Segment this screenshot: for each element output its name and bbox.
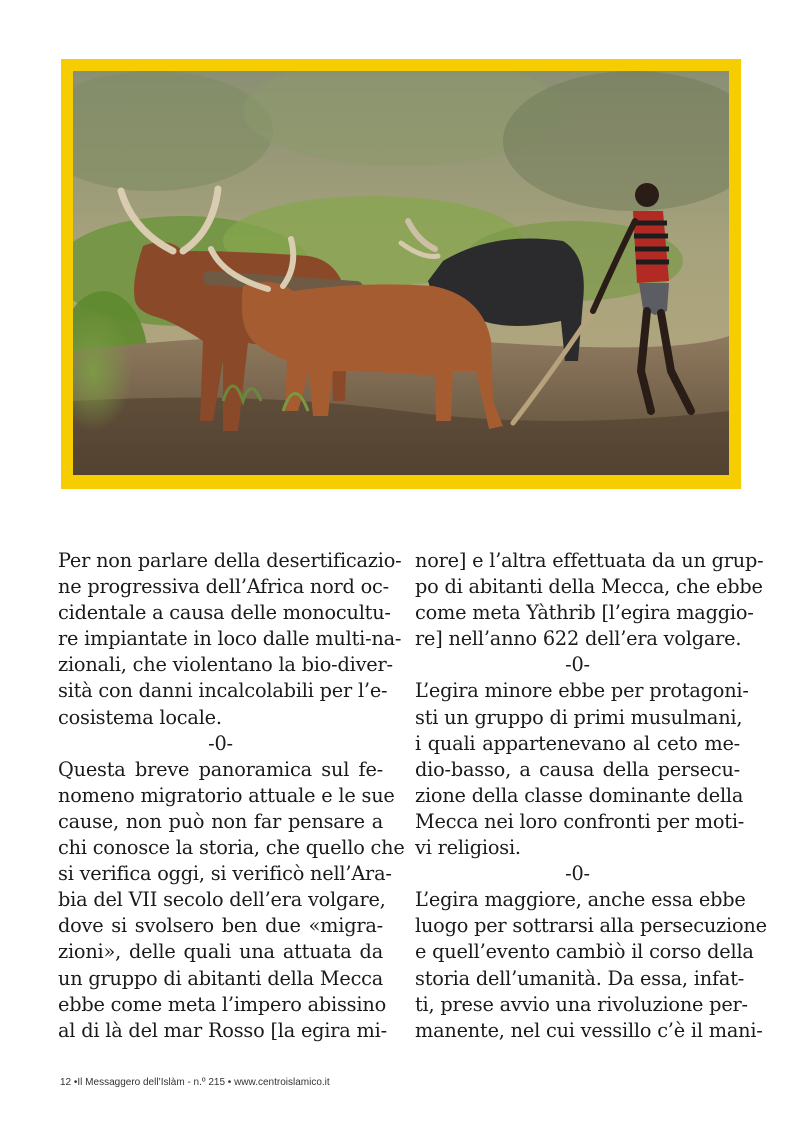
right-column (415, 548, 767, 1044)
text-line: re impiantate in loco dalle multi-na- (58, 627, 402, 651)
text-line: ti, prese avvio una rivoluzione per- (415, 992, 748, 1016)
text-line: luogo per sottrarsi alla persecuzione (415, 914, 767, 938)
text-line: dove si svolsero ben due «migra- (58, 914, 383, 938)
text-line: cause, non può non far pensare a (58, 809, 383, 833)
text-line: chi conosce la storia, che quello che (58, 836, 405, 860)
photo-frame (61, 59, 741, 489)
page-number: 12 (60, 1077, 72, 1088)
text-line: un gruppo di abitanti della Mecca (58, 966, 384, 990)
section-separator: -0- (565, 862, 590, 886)
text-line: come meta Yàthrib [l’egira maggio- (415, 601, 754, 625)
text-line: zionali, che violentano la bio-diver- (58, 653, 393, 677)
text-line: vi religiosi. (415, 836, 521, 860)
text-line: Per non parlare della desertificazio- (58, 549, 402, 572)
text-line: i quali appartenevano al ceto me- (415, 731, 740, 755)
text-line: Questa breve panoramica sul fe- (58, 757, 383, 781)
text-line: dio-basso, a causa della persecu- (415, 757, 740, 781)
text-line: e quell’evento cambiò il corso della (415, 940, 754, 964)
text-line: L’egira maggiore, anche essa ebbe (415, 888, 746, 912)
text-line: ne progressiva dell’Africa nord oc- (58, 575, 389, 599)
text-line: manente, nel cui vessillo c’è il mani- (415, 1018, 763, 1042)
text-line: storia dell’umanità. Da essa, infat- (415, 966, 745, 990)
text-line: sti un gruppo di primi musulmani, (415, 705, 743, 729)
text-line: al di là del mar Rosso [la egira mi- (58, 1018, 387, 1042)
left-column (58, 548, 405, 1044)
text-line: zioni», delle quali una attuata da (58, 940, 383, 964)
text-line: cidentale a causa delle monocultu- (58, 601, 391, 625)
publication-name: •Il Messaggero dell’Islàm - n.º 215 • (73, 1077, 232, 1088)
article-body (58, 548, 767, 1048)
page-footer (60, 1077, 330, 1088)
text-line: sità con danni incalcolabili per l’e- (58, 679, 388, 703)
text-line: po di abitanti della Mecca, che ebbe (415, 575, 763, 599)
oxen-plowing-photo (73, 71, 729, 475)
text-line: re] nell’anno 622 dell’era volgare. (415, 627, 742, 651)
text-line: Mecca nei loro confronti per moti- (415, 809, 745, 833)
text-line: nore] e l’altra effettuata da un grup- (415, 549, 764, 572)
text-line: cosistema locale. (58, 705, 222, 729)
text-line: zione della classe dominante della (415, 783, 744, 807)
section-separator: -0- (208, 731, 233, 755)
text-line: ebbe come meta l’impero abissino (58, 992, 386, 1016)
text-line: bia del VII secolo dell’era volgare, (58, 888, 386, 912)
text-line: nomeno migratorio attuale e le sue (58, 783, 395, 807)
text-line: L’egira minore ebbe per protagoni- (415, 679, 749, 703)
text-line: si verifica oggi, si verificò nell’Ara- (58, 862, 392, 886)
section-separator: -0- (565, 653, 590, 677)
website-link[interactable]: www.centroislamico.it (234, 1077, 330, 1088)
